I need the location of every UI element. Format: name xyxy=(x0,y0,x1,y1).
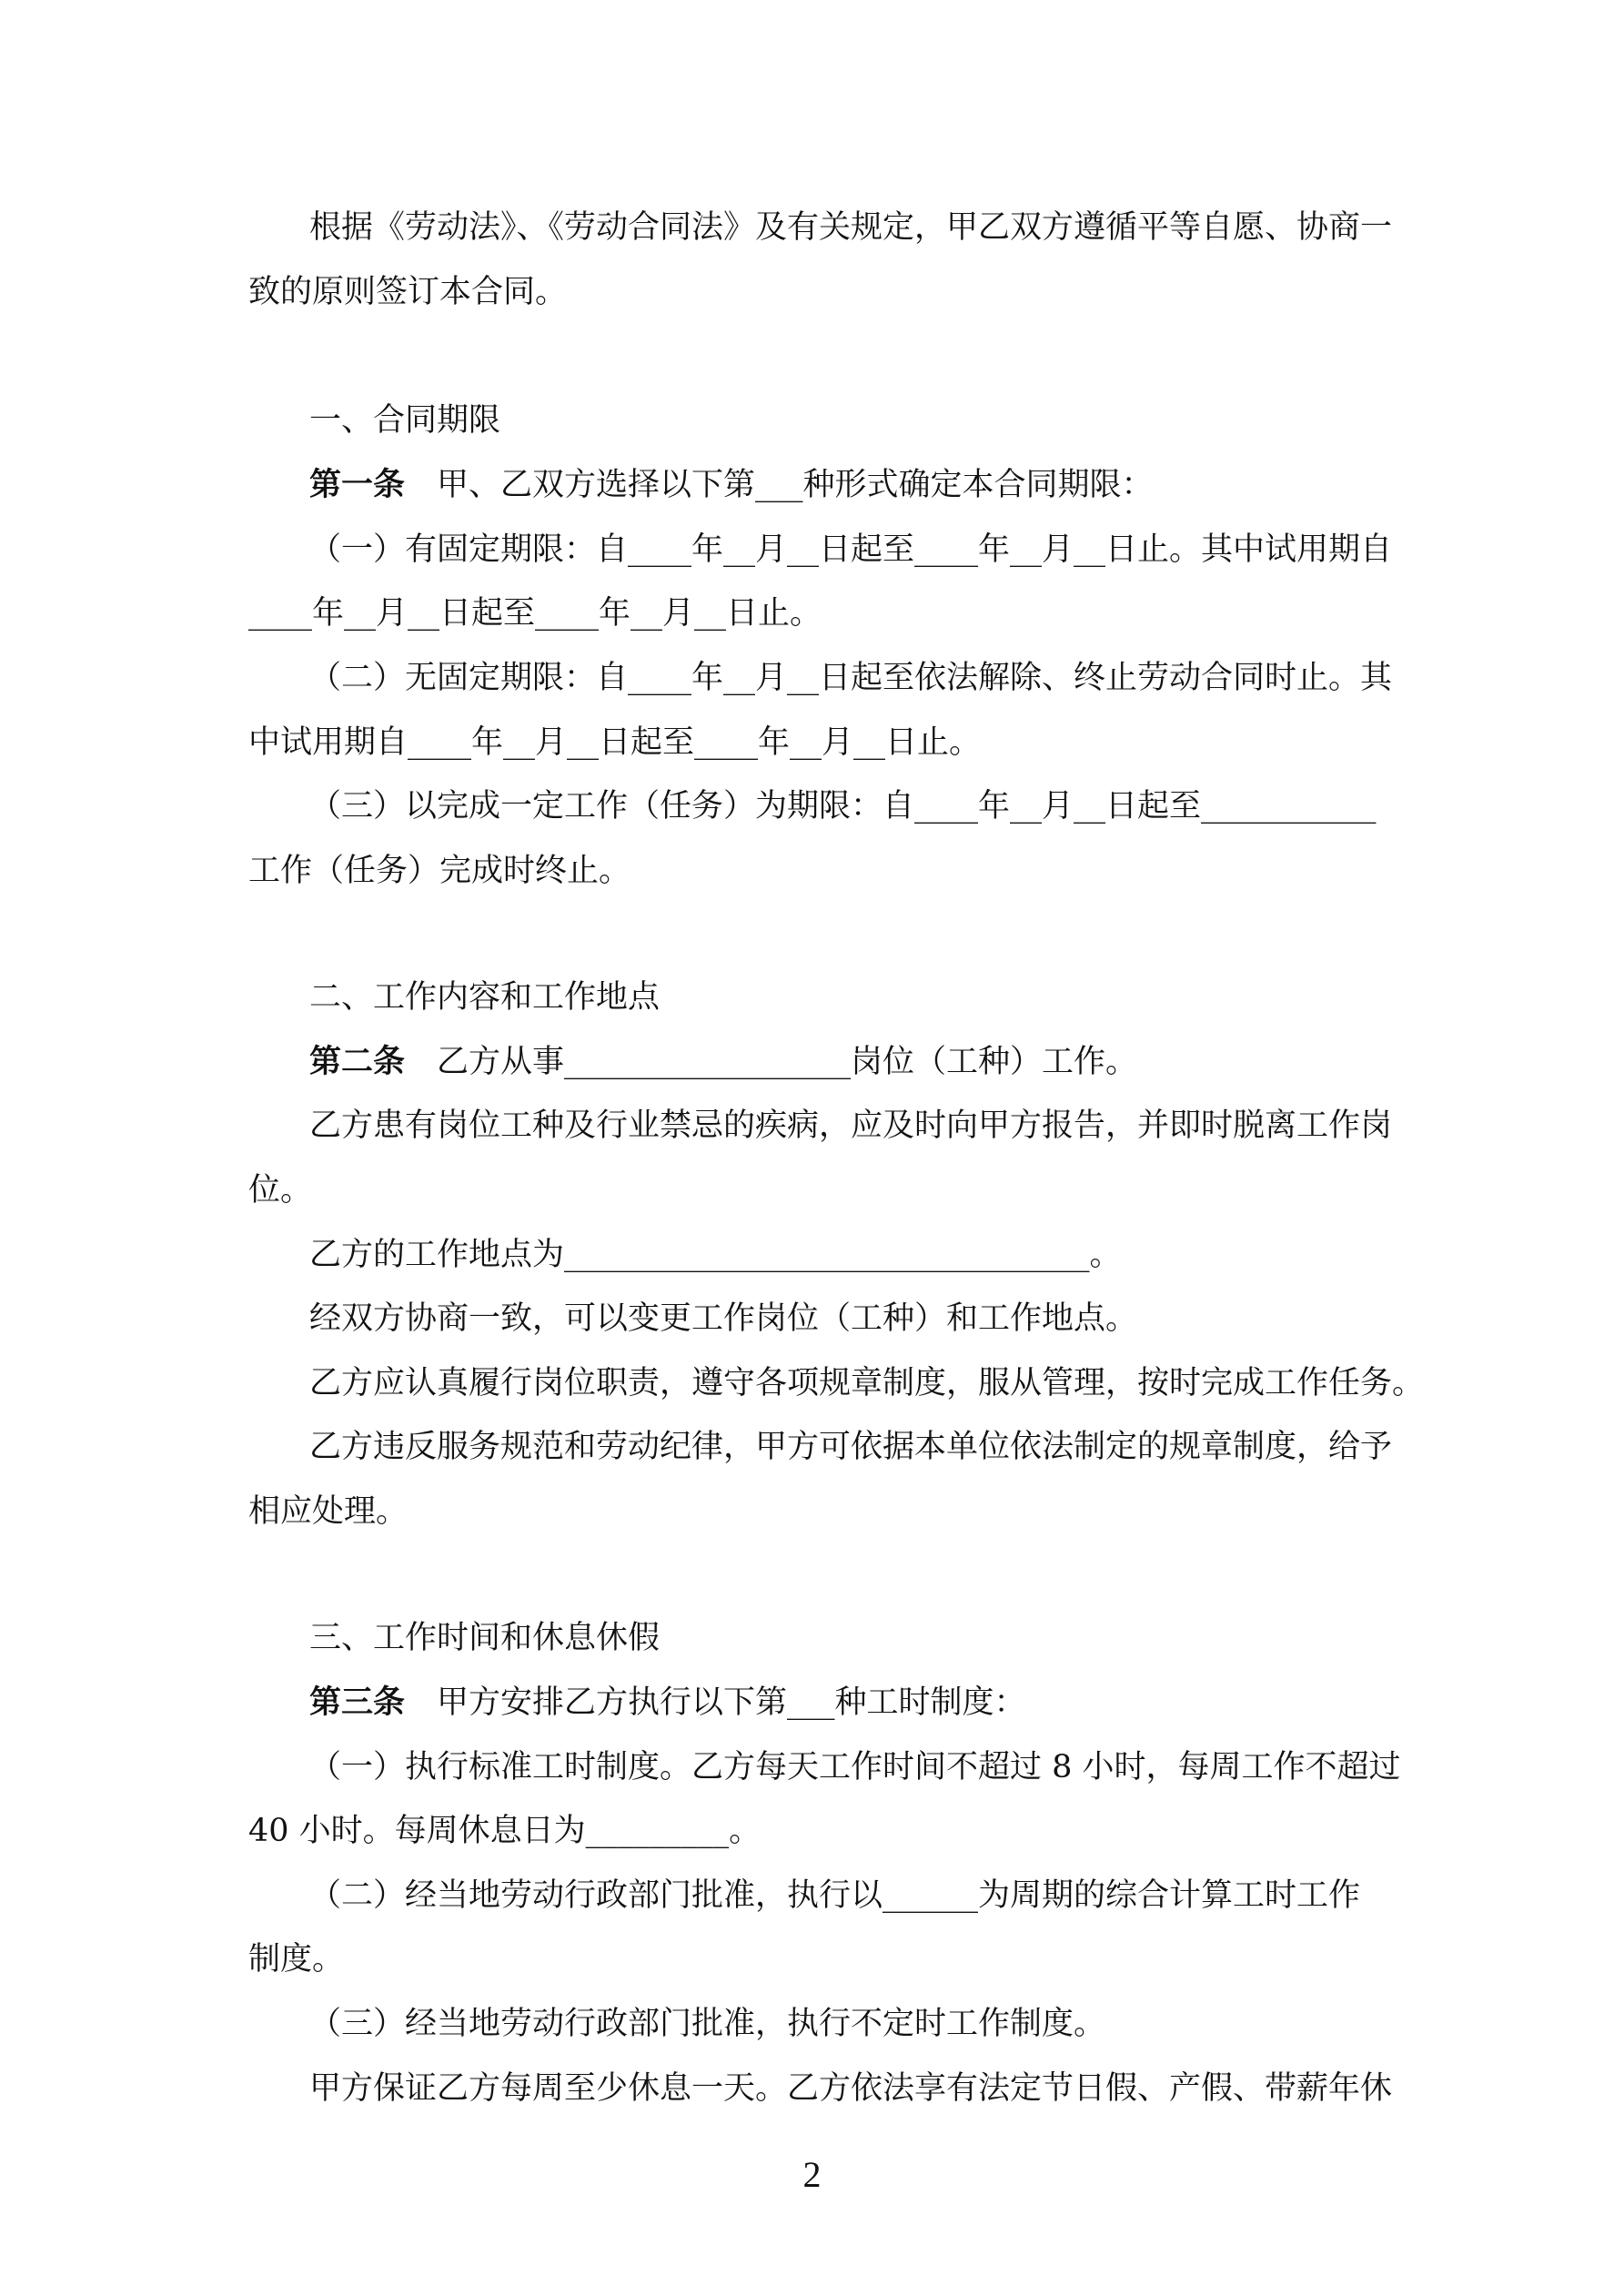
article-3-item-3: （三）经当地劳动行政部门批准，执行不定时工作制度。 xyxy=(309,2006,1106,2042)
article-2-label: 第二条 xyxy=(309,1043,406,1080)
article-1-item-3-line-1: （三）以完成一定工作（任务）为期限：自____年__月__日起至___________ xyxy=(309,788,1377,824)
article-1-item-3-line-2: 工作（任务）完成时终止。 xyxy=(248,853,631,889)
article-1 xyxy=(309,465,1624,505)
section-1-heading: 一、合同期限 xyxy=(309,402,501,439)
article-1-label: 第一条 xyxy=(309,466,406,503)
article-2 xyxy=(309,1042,1624,1082)
article-1-item-2-line-1: （二）无固定期限：自____年__月__日起至依法解除、终止劳动合同时止。其 xyxy=(309,660,1393,696)
article-2-text: 乙方从事__________________岗位（工种）工作。 xyxy=(405,1044,1138,1080)
article-3-text: 甲方安排乙方执行以下第___种工时制度： xyxy=(405,1684,1026,1721)
preamble-line-1: 根据《劳动法》、《劳动合同法》及有关规定，甲乙双方遵循平等自愿、协商一 xyxy=(309,209,1393,246)
article-2-para-4: 乙方应认真履行岗位职责，遵守各项规章制度，服从管理，按时完成工作任务。 xyxy=(309,1365,1425,1401)
preamble-line-2: 致的原则签订本合同。 xyxy=(248,274,568,310)
article-3-item-2-line-2: 制度。 xyxy=(248,1941,345,1977)
article-1-text: 甲、乙双方选择以下第___种形式确定本合同期限： xyxy=(405,467,1154,503)
article-3-item-1-line-2: 40 小时。每周休息日为_________。 xyxy=(248,1813,762,1849)
article-2-para-1-line-1: 乙方患有岗位工种及行业禁忌的疾病，应及时向甲方报告，并即时脱离工作岗 xyxy=(309,1108,1393,1144)
article-3-para-line-1: 甲方保证乙方每周至少休息一天。乙方依法享有法定节日假、产假、带薪年休 xyxy=(309,2070,1393,2107)
article-1-item-1-line-1: （一）有固定期限：自____年__月__日起至____年__月__日止。其中试用期自 xyxy=(309,531,1393,568)
article-2-para-1-line-2: 位。 xyxy=(248,1172,313,1209)
article-3-item-1-line-1: （一）执行标准工时制度。乙方每天工作时间不超过 8 小时，每周工作不超过 xyxy=(309,1749,1401,1785)
article-2-para-3: 经双方协商一致，可以变更工作岗位（工种）和工作地点。 xyxy=(309,1300,1138,1337)
article-3 xyxy=(309,1683,1624,1723)
section-3-heading: 三、工作时间和休息休假 xyxy=(309,1620,661,1656)
article-1-item-1-line-2: ____年__月__日起至____年__月__日止。 xyxy=(248,595,822,632)
article-2-para-5-line-2: 相应处理。 xyxy=(248,1493,409,1530)
page-number: 2 xyxy=(802,2154,822,2195)
article-3-label: 第三条 xyxy=(309,1684,406,1721)
article-3-item-2-line-1: （二）经当地劳动行政部门批准，执行以______为周期的综合计算工时工作 xyxy=(309,1877,1361,1914)
section-2-heading: 二、工作内容和工作地点 xyxy=(309,979,661,1016)
article-1-item-2-line-2: 中试用期自____年__月__日起至____年__月__日止。 xyxy=(248,724,982,761)
article-2-para-5-line-1: 乙方违反服务规范和劳动纪律，甲方可依据本单位依法制定的规章制度，给予 xyxy=(309,1429,1393,1465)
article-2-para-2: 乙方的工作地点为_________________________________。 xyxy=(309,1237,1122,1273)
